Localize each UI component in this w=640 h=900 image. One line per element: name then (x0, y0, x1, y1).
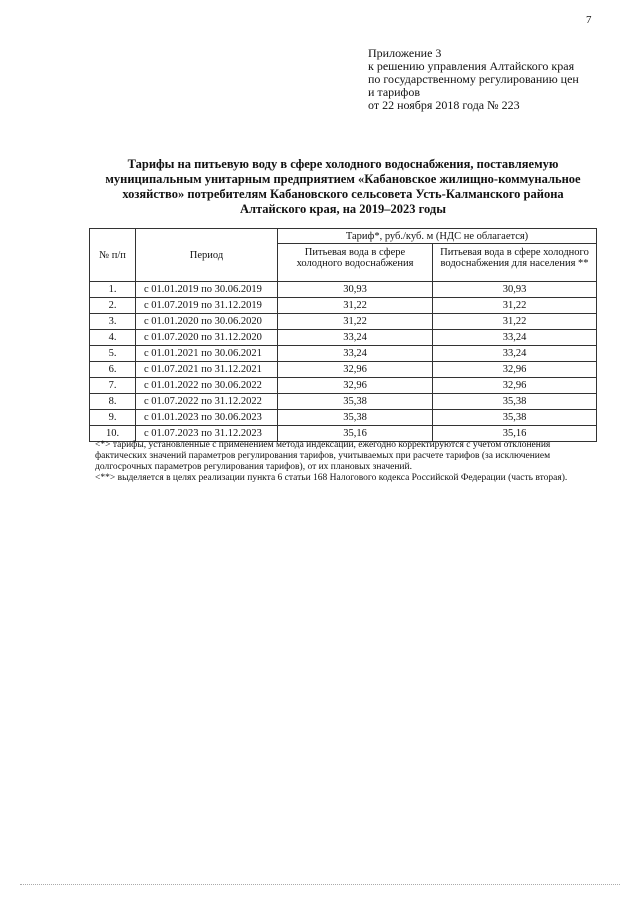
cell-number: 9. (90, 410, 136, 426)
cell-tariff-cold-water: 32,96 (278, 378, 433, 394)
cell-tariff-cold-water: 35,38 (278, 410, 433, 426)
cell-tariff-population: 33,24 (433, 330, 597, 346)
cell-tariff-population: 35,16 (433, 426, 597, 442)
cell-period: с 01.07.2021 по 31.12.2021 (136, 362, 278, 378)
tariff-table (89, 228, 597, 442)
cell-tariff-cold-water: 35,38 (278, 394, 433, 410)
appendix-line: к решению управления Алтайского края (368, 59, 575, 73)
cell-period: с 01.01.2020 по 30.06.2020 (136, 314, 278, 330)
header-cold-water: Питьевая вода в сфере холодного водоснабжения (278, 244, 433, 282)
cell-tariff-population: 32,96 (433, 378, 597, 394)
appendix-line: Приложение 3 (368, 46, 442, 60)
appendix-line: по государственному регулированию цен (368, 72, 579, 86)
cell-tariff-cold-water: 31,22 (278, 314, 433, 330)
table-row (90, 394, 597, 410)
cell-number: 5. (90, 346, 136, 362)
cell-period: с 01.07.2023 по 31.12.2023 (136, 426, 278, 442)
table-row (90, 314, 597, 330)
footnote: <**> выделяется в целях реализации пункта 6 статьи 168 Налогового кодекса Российской Федерации (часть вторая). (95, 473, 568, 483)
cell-number: 8. (90, 394, 136, 410)
table-row (90, 378, 597, 394)
page-number: 7 (586, 14, 592, 26)
cell-period: с 01.07.2020 по 31.12.2020 (136, 330, 278, 346)
cell-tariff-population: 32,96 (433, 362, 597, 378)
appendix-line: от 22 ноября 2018 года № 223 (368, 98, 520, 112)
header-period: Период (136, 229, 278, 282)
header-number: № п/п (90, 229, 136, 282)
table-row (90, 362, 597, 378)
cell-period: с 01.01.2019 по 30.06.2019 (136, 282, 278, 298)
cell-number: 6. (90, 362, 136, 378)
cell-period: с 01.01.2021 по 30.06.2021 (136, 346, 278, 362)
cell-period: с 01.01.2023 по 30.06.2023 (136, 410, 278, 426)
cell-period: с 01.07.2022 по 31.12.2022 (136, 394, 278, 410)
cell-number: 2. (90, 298, 136, 314)
header-tariff: Тариф*, руб./куб. м (НДС не облагается) (278, 229, 597, 244)
page-bottom-rule (20, 884, 620, 885)
cell-tariff-cold-water: 31,22 (278, 298, 433, 314)
cell-tariff-cold-water: 35,16 (278, 426, 433, 442)
document-title: Тарифы на питьевую воду в сфере холодного водоснабжения, поставляемую муниципальным унитарным предприятием «Кабановское жилищно-коммунальное хозяйство» потребителям Кабановского сельсовета Усть-Калманского района Алтайского края, на 2019–2023 годы (105, 157, 581, 216)
table-row (90, 410, 597, 426)
cell-tariff-population: 31,22 (433, 314, 597, 330)
cell-tariff-cold-water: 32,96 (278, 362, 433, 378)
cell-tariff-cold-water: 33,24 (278, 346, 433, 362)
cell-tariff-cold-water: 33,24 (278, 330, 433, 346)
header-cold-water-population: Питьевая вода в сфере холодного водоснабжения для населения ** (433, 244, 597, 282)
appendix-line: и тарифов (368, 85, 421, 99)
appendix-header (368, 47, 579, 112)
footnotes (95, 440, 595, 484)
cell-tariff-population: 35,38 (433, 394, 597, 410)
table-row (90, 330, 597, 346)
cell-number: 10. (90, 426, 136, 442)
cell-number: 3. (90, 314, 136, 330)
cell-number: 7. (90, 378, 136, 394)
cell-tariff-population: 31,22 (433, 298, 597, 314)
cell-tariff-population: 30,93 (433, 282, 597, 298)
cell-tariff-population: 35,38 (433, 410, 597, 426)
table-row (90, 346, 597, 362)
cell-tariff-population: 33,24 (433, 346, 597, 362)
footnote: <*> тарифы, установленные с применением метода индексации, ежегодно корректируются с учетом отклонения фактических значений параметров регулирования тарифов, учитываемых при расчете тарифов (за исключением долгосрочных параметров регулирования тарифов), от их плановых значений. (95, 440, 551, 472)
cell-number: 4. (90, 330, 136, 346)
cell-number: 1. (90, 282, 136, 298)
table-row (90, 298, 597, 314)
cell-period: с 01.07.2019 по 31.12.2019 (136, 298, 278, 314)
cell-tariff-cold-water: 30,93 (278, 282, 433, 298)
table-row (90, 282, 597, 298)
cell-period: с 01.01.2022 по 30.06.2022 (136, 378, 278, 394)
